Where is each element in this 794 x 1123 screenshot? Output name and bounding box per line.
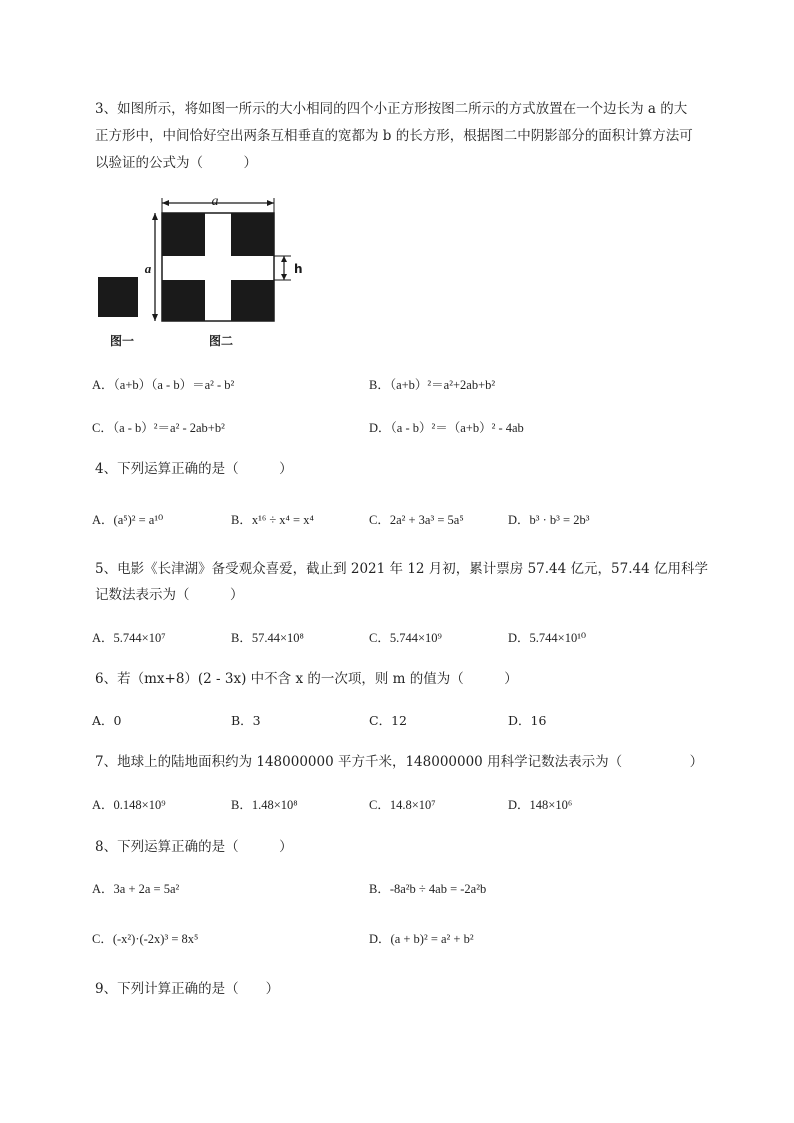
q5-stem-line1: 5、电影《长津湖》备受观众喜爱，截止到 2021 年 12 月初，累计票房 57.44 亿元，57.44 亿用科学: [95, 561, 708, 577]
fig2-square-tr: [231, 213, 274, 256]
q3-stem-line3: 以验证的公式为（ ）: [95, 155, 257, 171]
q4-option-c[interactable]: C．2a² + 3a³ = 5a⁵: [369, 513, 464, 527]
q5-option-d[interactable]: D．5.744×10¹⁰: [508, 631, 586, 645]
q6-option-b[interactable]: B．3: [231, 713, 261, 728]
fig2-square-br: [231, 280, 274, 321]
q4-option-b[interactable]: B．x¹⁶ ÷ x⁴ = x⁴: [231, 513, 314, 527]
q4-option-d[interactable]: D．b³ · b³ = 2b³: [508, 513, 590, 527]
q5-option-a[interactable]: A．5.744×10⁷: [92, 631, 166, 645]
q7-option-c[interactable]: C．14.8×10⁷: [369, 798, 436, 812]
q8-option-c[interactable]: C．(-x²)·(-2x)³ = 8x⁵: [92, 932, 199, 946]
q8-option-b[interactable]: B．-8a²b ÷ 4ab = -2a²b: [369, 882, 487, 896]
q5-option-c[interactable]: C．5.744×10⁹: [369, 631, 442, 645]
q7-stem: 7、地球上的陆地面积约为 148000000 平方千米，148000000 用科学记数法表示为（ ）: [95, 754, 704, 770]
q5-stem-line2: 记数法表示为（ ）: [95, 587, 244, 603]
q4-stem: 4、下列运算正确的是（ ）: [95, 461, 293, 477]
q6-option-d[interactable]: D．16: [508, 713, 547, 728]
q7-option-d[interactable]: D．148×10⁶: [508, 798, 573, 812]
fig2-square-tl: [162, 213, 205, 256]
fig2-square-bl: [162, 280, 205, 321]
q6-stem: 6、若（mx+8）(2 - 3x) 中不含 x 的一次项，则 m 的值为（ ）: [95, 671, 518, 687]
q5-option-b[interactable]: B．57.44×10⁸: [231, 631, 304, 645]
q7-option-b[interactable]: B．1.48×10⁸: [231, 798, 298, 812]
q3-stem-line1: 3、如图所示，将如图一所示的大小相同的四个小正方形按图二所示的方式放置在一个边长为 a 的大: [95, 101, 688, 117]
q3-option-d[interactable]: D．（a - b）²＝（a+b）² - 4ab: [369, 421, 524, 435]
fig-label-a-top: a: [211, 194, 219, 209]
q8-option-a[interactable]: A．3a + 2a = 5a²: [92, 882, 180, 896]
q3-stem-line2: 正方形中，中间恰好空出两条互相垂直的宽都为 b 的长方形，根据图二中阴影部分的面积计算方法可: [95, 128, 693, 144]
fig-label-h: h: [294, 262, 303, 276]
q8-stem: 8、下列运算正确的是（ ）: [95, 839, 293, 855]
q6-option-c[interactable]: C．12: [369, 713, 407, 728]
q6-option-a[interactable]: A．0: [92, 713, 122, 728]
fig-label-a-left: a: [144, 261, 152, 276]
caption-fig2: 图二: [208, 334, 234, 348]
q3-option-b[interactable]: B．（a+b）²＝a²+2ab+b²: [369, 378, 496, 392]
q7-option-a[interactable]: A．0.148×10⁹: [92, 798, 166, 812]
q3-option-c[interactable]: C．（a - b）²＝a² - 2ab+b²: [92, 421, 225, 435]
caption-fig1: 图一: [109, 334, 135, 348]
fig1-square: [98, 277, 138, 317]
q3-figure: [95, 193, 315, 353]
q8-option-d[interactable]: D．(a + b)² = a² + b²: [369, 932, 474, 946]
q4-option-a[interactable]: A．(a⁵)² = a¹⁰: [92, 513, 164, 527]
q9-stem: 9、下列计算正确的是（ ）: [95, 981, 280, 997]
q3-option-a[interactable]: A．（a+b）（a - b）＝a² - b²: [92, 378, 235, 392]
